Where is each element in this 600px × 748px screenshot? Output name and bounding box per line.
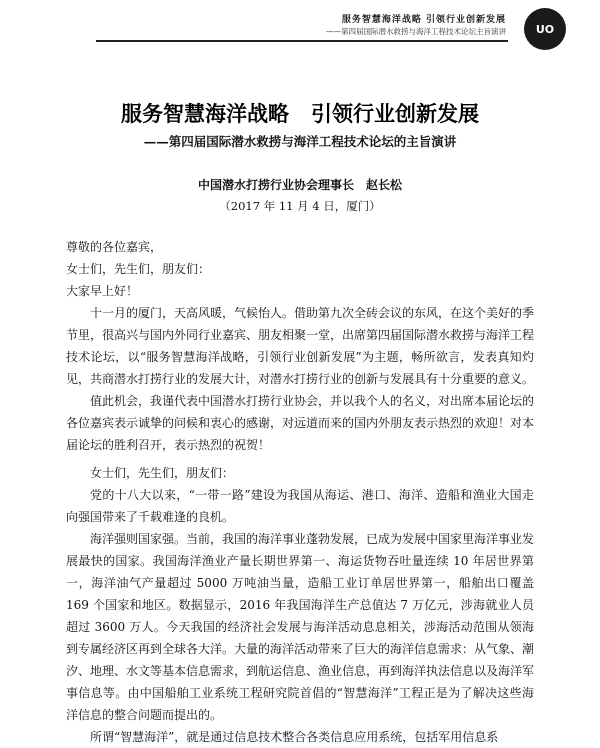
- paragraph-ocean-power: 海洋强则国家强。当前，我国的海洋事业蓬勃发展，已成为发展中国家里海洋事业发展最快的国家。我国海洋渔业产量长期世界第一、海运货物吞吐量连续 10 年居世界第一，海洋油气产量超过 5000 万吨油当量，造船工业订单居世界第一，船舶出口覆盖 169 个国家和地区。数据显示，2016 年我国海洋生产总值达 7 万亿元，涉海就业人员超过 3600 万人。今天我国的经济社会发展与海洋活动息息相关，涉海活动范围从领海到专属经济区再到全球各大洋。大量的海洋活动带来了巨大的海洋信息需求：从气象、潮汐、地理、水文等基本信息需求，到航运信息、渔业信息，再到海洋执法信息以及海洋军事信息等。由中国船舶工业系统工程研究院首倡的“智慧海洋”工程正是为了解决这些海洋信息的整合问题而提出的。: [66, 532, 535, 722]
- paragraph-opening: 十一月的厦门，天高风暖，气候怡人。借助第九次全砖会议的东风，在这个美好的季节里，很高兴与国内外同行业嘉宾、朋友相聚一堂，出席第四届国际潜水救捞与海洋工程技术论坛，以“服务智慧海洋战略，引领行业创新发展”为主题，畅所欲言，发表真知灼见，共商潜水打捞行业的发展大计，对潜水打捞行业的创新与发展具有十分重要的意义。: [66, 306, 535, 386]
- speech-body-part2: [66, 462, 534, 748]
- header-divider: [96, 40, 508, 42]
- salutation-audience-2: 女士们，先生们，朋友们：: [90, 466, 235, 480]
- author-organization: 中国潜水打捞行业协会理事长: [197, 178, 354, 192]
- paragraph-welcome: 值此机会，我谨代表中国潜水打捞行业协会，并以我个人的名义，对出席本届论坛的各位嘉宾表示诚挚的问候和衷心的感谢，对远道而来的国内外朋友表示热烈的欢迎！对本届论坛的胜利召开，表示热烈的祝贺！: [66, 394, 535, 452]
- author-name: 赵长松: [366, 178, 403, 192]
- salutation-audience: 女士们，先生们，朋友们：: [66, 262, 211, 276]
- journal-logo: UO: [524, 8, 566, 50]
- author-line: [0, 176, 600, 193]
- running-header: [96, 8, 566, 42]
- running-header-title: 服务智慧海洋战略 引领行业创新发展: [341, 15, 506, 25]
- article-title-part2: 引领行业创新发展: [311, 102, 479, 126]
- speech-date: （2017 年 11 月 4 日，厦门）: [219, 199, 381, 213]
- article-subtitle: ——第四届国际潜水救捞与海洋工程技术论坛的主旨演讲: [143, 134, 457, 149]
- paragraph-smart-ocean: 所谓“智慧海洋”，就是通过信息技术整合各类信息应用系统，包括军用信息系: [90, 730, 499, 744]
- running-header-subtitle: ——第四届国际潜水救捞与海洋工程技术论坛主旨演讲: [326, 27, 506, 36]
- speech-body-part1: [66, 236, 534, 456]
- article-title-part1: 服务智慧海洋战略: [121, 102, 289, 126]
- paragraph-belt-road: 党的十八大以来，“一带一路”建设为我国从海运、港口、海洋、造船和渔业大国走向强国带来了千载难逢的良机。: [66, 488, 534, 524]
- salutation-guests: 尊敬的各位嘉宾，: [66, 240, 163, 254]
- greeting: 大家早上好！: [66, 284, 139, 298]
- article-title: [0, 98, 600, 128]
